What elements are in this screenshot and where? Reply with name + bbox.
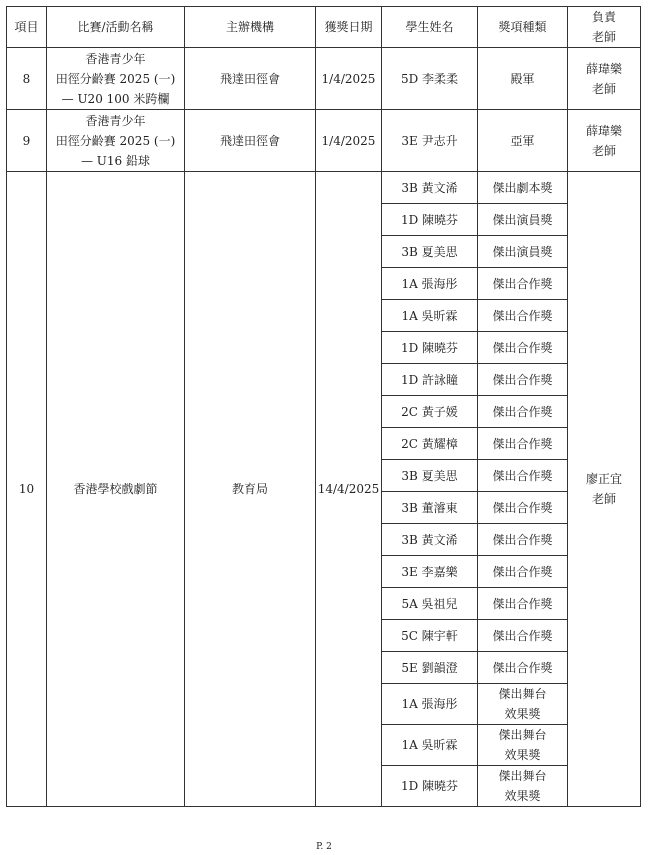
award-type: 傑出合作獎	[478, 396, 568, 428]
award-type: 傑出合作獎	[478, 300, 568, 332]
item-no: 8	[7, 48, 47, 110]
event-name	[47, 110, 185, 172]
award-type: 傑出合作獎	[478, 428, 568, 460]
award-date: 1/4/2025	[316, 110, 382, 172]
student-name: 1D 陳曉芬	[382, 204, 478, 236]
student-name: 3B 夏美思	[382, 460, 478, 492]
student-name: 3B 黃文浠	[382, 524, 478, 556]
teacher-name: 薛瑋樂	[585, 123, 622, 138]
award-type: 傑出合作獎	[478, 364, 568, 396]
student-name: 1D 陳曉芬	[382, 332, 478, 364]
award-type: 傑出合作獎	[478, 460, 568, 492]
teacher	[568, 172, 641, 807]
award-type: 殿軍	[478, 48, 568, 110]
header-item-no: 項目	[7, 7, 47, 48]
header-teacher: 負責 老師	[568, 7, 641, 48]
award-type: 傑出合作獎	[478, 652, 568, 684]
award-type: 傑出舞台 效果獎	[478, 725, 568, 766]
award-type: 傑出合作獎	[478, 588, 568, 620]
organizer: 飛達田徑會	[185, 110, 316, 172]
teacher-name: 廖正宜	[585, 472, 622, 486]
award-date: 1/4/2025	[316, 48, 382, 110]
table-row	[7, 172, 641, 204]
item-no: 9	[7, 110, 47, 172]
teacher	[568, 48, 641, 110]
event-line: 香港青少年	[85, 113, 146, 128]
student-name: 2C 黃子媛	[382, 396, 478, 428]
teacher-name: 薛瑋樂	[585, 61, 622, 76]
event-line: — U20 100 米跨欄	[61, 91, 170, 106]
student-name: 1A 吳昕霖	[382, 300, 478, 332]
table-row	[7, 110, 641, 172]
award-type: 傑出合作獎	[478, 524, 568, 556]
event-name: 香港學校戲劇節	[47, 172, 185, 807]
event-line: 田徑分齡賽 2025 (一)	[55, 133, 176, 148]
student-name: 1A 張海彤	[382, 684, 478, 725]
student-name: 1A 張海彤	[382, 268, 478, 300]
award-type: 傑出合作獎	[478, 620, 568, 652]
teacher	[568, 110, 641, 172]
student-name: 1D 陳曉芬	[382, 766, 478, 807]
student-name: 3E 李嘉樂	[382, 556, 478, 588]
awards-table	[6, 6, 641, 807]
student-name: 3B 黃文浠	[382, 172, 478, 204]
award-type: 傑出劇本獎	[478, 172, 568, 204]
award-date: 14/4/2025	[316, 172, 382, 807]
student-name: 1D 許詠瞳	[382, 364, 478, 396]
student-name: 5C 陳宇軒	[382, 620, 478, 652]
event-line: 田徑分齡賽 2025 (一)	[55, 71, 176, 86]
award-type: 傑出舞台 效果獎	[478, 766, 568, 807]
table-row	[7, 48, 641, 110]
student-name: 3E 尹志升	[382, 110, 478, 172]
award-type: 傑出演員獎	[478, 204, 568, 236]
student-name: 3B 夏美思	[382, 236, 478, 268]
organizer: 教育局	[185, 172, 316, 807]
header-organizer: 主辦機構	[185, 7, 316, 48]
award-type: 傑出舞台 效果獎	[478, 684, 568, 725]
student-name: 3B 董濬東	[382, 492, 478, 524]
award-type: 傑出演員獎	[478, 236, 568, 268]
page-number: P. 2	[316, 842, 332, 852]
award-type: 傑出合作獎	[478, 268, 568, 300]
header-award: 獎項種類	[478, 7, 568, 48]
header-row	[7, 7, 641, 48]
award-type: 傑出合作獎	[478, 556, 568, 588]
student-name: 1A 吳昕霖	[382, 725, 478, 766]
event-name	[47, 48, 185, 110]
header-date: 獲獎日期	[316, 7, 382, 48]
award-type: 傑出合作獎	[478, 492, 568, 524]
teacher-title: 老師	[591, 143, 616, 158]
student-name: 5A 吳祖兒	[382, 588, 478, 620]
event-line: 香港青少年	[85, 51, 146, 66]
header-student: 學生姓名	[382, 7, 478, 48]
teacher-title: 老師	[591, 492, 616, 506]
student-name: 2C 黃耀樟	[382, 428, 478, 460]
header-event: 比賽/活動名稱	[47, 7, 185, 48]
teacher-title: 老師	[591, 81, 616, 96]
item-no: 10	[7, 172, 47, 807]
student-name: 5D 李柔柔	[382, 48, 478, 110]
award-type: 傑出合作獎	[478, 332, 568, 364]
award-type: 亞軍	[478, 110, 568, 172]
event-line: — U16 鉛球	[80, 153, 150, 168]
student-name: 5E 劉韻澄	[382, 652, 478, 684]
organizer: 飛達田徑會	[185, 48, 316, 110]
